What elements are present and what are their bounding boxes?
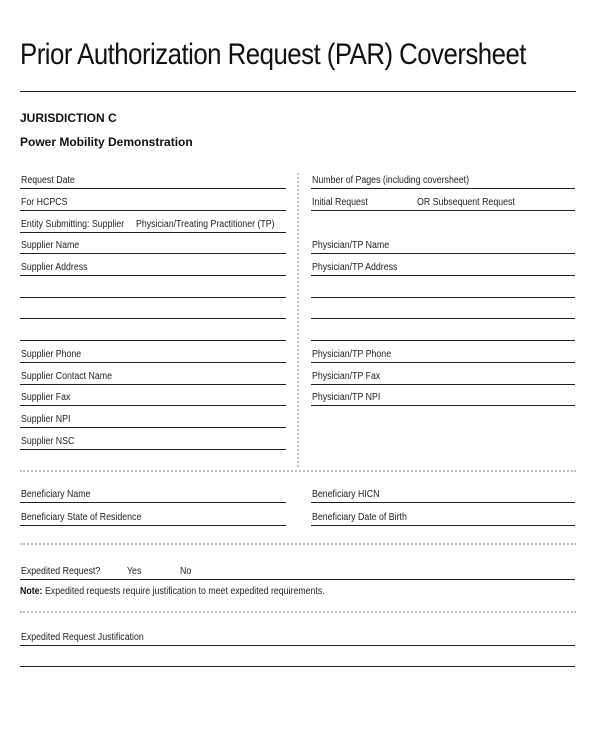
hcpcs-field[interactable] xyxy=(20,192,286,211)
initial-request-option[interactable]: Initial Request xyxy=(312,197,368,208)
entity-supplier-option[interactable]: Entity Submitting: Supplier xyxy=(21,219,125,230)
beneficiary-hicn-field[interactable] xyxy=(311,484,575,503)
note-label: Note: xyxy=(20,586,43,597)
supplier-contact-label: Supplier Contact Name xyxy=(21,371,112,382)
supplier-phone-field[interactable] xyxy=(20,344,286,363)
supplier-name-field[interactable] xyxy=(20,235,286,254)
physician-address-line-2[interactable] xyxy=(311,279,575,298)
supplier-contact-field[interactable] xyxy=(20,366,286,385)
beneficiary-state-label: Beneficiary State of Residence xyxy=(21,512,142,523)
page-title: Prior Authorization Request (PAR) Coversheet xyxy=(20,38,526,71)
physician-fax-label: Physician/TP Fax xyxy=(312,371,381,382)
pages-field[interactable] xyxy=(311,170,575,189)
jurisdiction-heading: JURISDICTION C xyxy=(20,111,117,125)
beneficiary-hicn-label: Beneficiary HICN xyxy=(312,489,380,500)
section-divider xyxy=(20,470,576,472)
program-heading: Power Mobility Demonstration xyxy=(20,135,193,149)
physician-fax-field[interactable] xyxy=(311,366,575,385)
supplier-fax-field[interactable] xyxy=(20,387,286,406)
justification-field[interactable] xyxy=(20,627,575,646)
justification-line-2[interactable] xyxy=(20,648,575,667)
beneficiary-dob-label: Beneficiary Date of Birth xyxy=(312,512,407,523)
supplier-address-line-4[interactable] xyxy=(20,322,286,341)
section-divider xyxy=(20,543,576,545)
expedited-no-option[interactable]: No xyxy=(180,566,192,577)
expedited-question-label: Expedited Request? xyxy=(21,566,101,577)
supplier-fax-label: Supplier Fax xyxy=(21,392,71,403)
supplier-npi-label: Supplier NPI xyxy=(21,414,71,425)
supplier-address-line-2[interactable] xyxy=(20,279,286,298)
request-type-field[interactable] xyxy=(311,192,575,211)
physician-npi-label: Physician/TP NPI xyxy=(312,392,381,403)
title-divider xyxy=(20,91,576,92)
entity-submitting-field[interactable] xyxy=(20,214,286,233)
subsequent-request-option[interactable]: OR Subsequent Request xyxy=(417,197,515,208)
beneficiary-name-label: Beneficiary Name xyxy=(21,489,91,500)
request-date-field[interactable] xyxy=(20,170,286,189)
beneficiary-name-field[interactable] xyxy=(20,484,286,503)
expedited-request-field[interactable] xyxy=(20,561,575,580)
justification-label: Expedited Request Justification xyxy=(21,632,144,643)
request-date-label: Request Date xyxy=(21,175,75,186)
supplier-address-line-3[interactable] xyxy=(20,300,286,319)
physician-name-label: Physician/TP Name xyxy=(312,240,390,251)
section-divider xyxy=(20,611,576,613)
supplier-address-field[interactable] xyxy=(20,257,286,276)
pages-label: Number of Pages (including coversheet) xyxy=(312,175,470,186)
supplier-address-label: Supplier Address xyxy=(21,262,88,273)
beneficiary-state-field[interactable] xyxy=(20,507,286,526)
physician-address-line-3[interactable] xyxy=(311,300,575,319)
supplier-nsc-label: Supplier NSC xyxy=(21,436,75,447)
supplier-nsc-field[interactable] xyxy=(20,431,286,450)
supplier-npi-field[interactable] xyxy=(20,409,286,428)
hcpcs-label: For HCPCS xyxy=(21,197,68,208)
physician-address-field[interactable] xyxy=(311,257,575,276)
supplier-phone-label: Supplier Phone xyxy=(21,349,82,360)
note-text: Expedited requests require justification to meet expedited requirements. xyxy=(44,586,325,597)
supplier-name-label: Supplier Name xyxy=(21,240,80,251)
expedited-yes-option[interactable]: Yes xyxy=(127,566,142,577)
physician-address-label: Physician/TP Address xyxy=(312,262,398,273)
beneficiary-dob-field[interactable] xyxy=(311,507,575,526)
physician-npi-field[interactable] xyxy=(311,387,575,406)
physician-phone-label: Physician/TP Phone xyxy=(312,349,392,360)
expedited-note xyxy=(20,586,325,597)
column-divider xyxy=(297,173,299,467)
physician-name-field[interactable] xyxy=(311,235,575,254)
physician-address-line-4[interactable] xyxy=(311,322,575,341)
entity-physician-option[interactable]: Physician/Treating Practitioner (TP) xyxy=(136,219,275,230)
physician-phone-field[interactable] xyxy=(311,344,575,363)
